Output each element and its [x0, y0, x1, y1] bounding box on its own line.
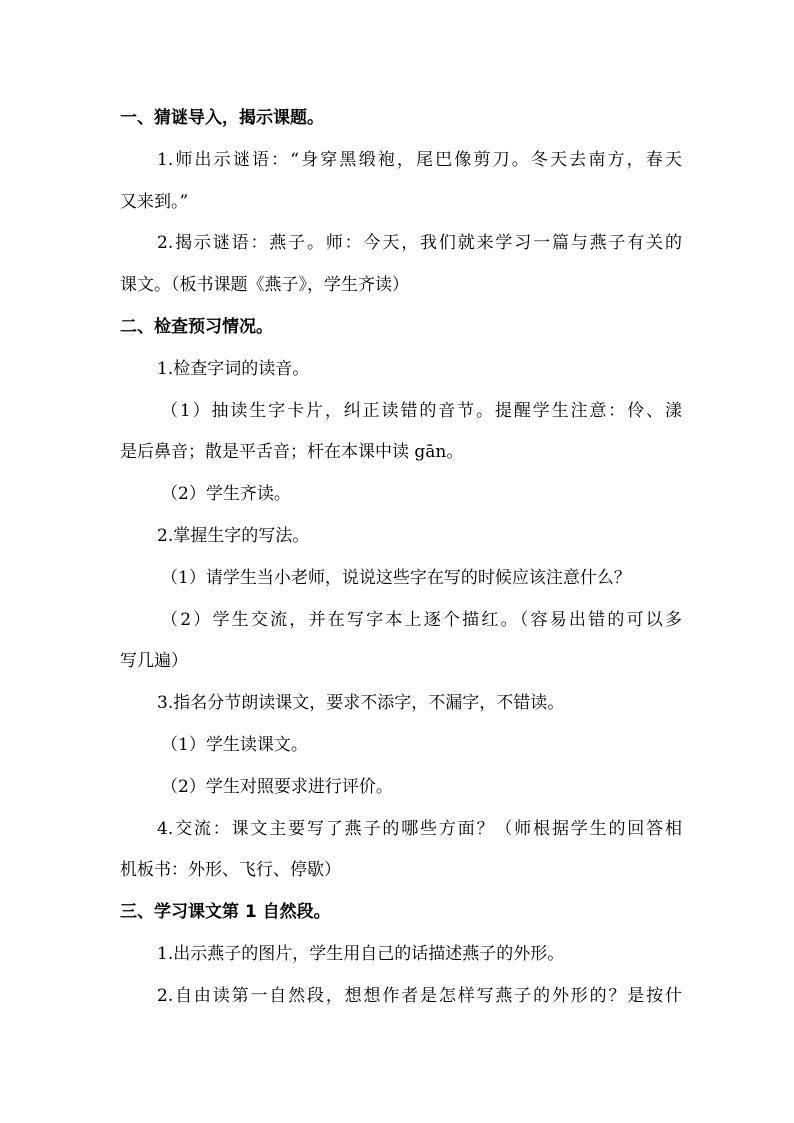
paragraph-line: 2.掌握生字的写法。	[157, 525, 310, 546]
paragraph-line: 4.交流：课文主要写了燕子的哪些方面？（师根据学生的回答相	[157, 818, 682, 839]
paragraph-line: 2.揭示谜语：燕子。师：今天，我们就来学习一篇与燕子有关的	[157, 233, 682, 254]
paragraph-line: 课文。（板书课题《燕子》，学生齐读）	[120, 275, 409, 296]
paragraph-line: （2）学生对照要求进行评价。	[161, 776, 393, 797]
paragraph-line: 是后鼻音；散是平舌音；杆在本课中读 gān。	[120, 442, 464, 463]
paragraph-line: 3.指名分节朗读课文，要求不添字，不漏字，不错读。	[157, 693, 565, 714]
section-heading-3: 三、学习课文第 1 自然段。	[120, 902, 331, 923]
document-body	[120, 98, 682, 1018]
section-heading-2: 二、检查预习情况。	[120, 316, 273, 337]
paragraph-line: 1.检查字词的读音。	[157, 358, 310, 379]
paragraph-line: 又来到。”	[120, 191, 189, 212]
paragraph-line: （1）请学生当小老师，说说这些字在写的时候应该注意什么？	[161, 567, 631, 588]
paragraph-line: （2）学生齐读。	[161, 484, 291, 505]
paragraph-line: 1.出示燕子的图片，学生用自己的话描述燕子的外形。	[157, 943, 565, 964]
paragraph-line: 写几遍）	[120, 651, 188, 672]
paragraph-line: 1.师出示谜语：“身穿黑缎袍，尾巴像剪刀。冬天去南方，春天	[157, 149, 682, 170]
paragraph-line: 2.自由读第一自然段，想想作者是怎样写燕子的外形的？是按什	[157, 985, 682, 1006]
paragraph-line: 机板书：外形、飞行、停歇）	[120, 860, 341, 881]
section-heading-1: 一、猜谜导入，揭示课题。	[120, 108, 324, 128]
paragraph-line: （2）学生交流，并在写字本上逐个描红。（容易出错的可以多	[161, 609, 682, 630]
paragraph-line: （1）学生读课文。	[161, 734, 308, 755]
paragraph-line: （1）抽读生字卡片，纠正读错的音节。提醒学生注意：伶、漾	[161, 400, 682, 421]
